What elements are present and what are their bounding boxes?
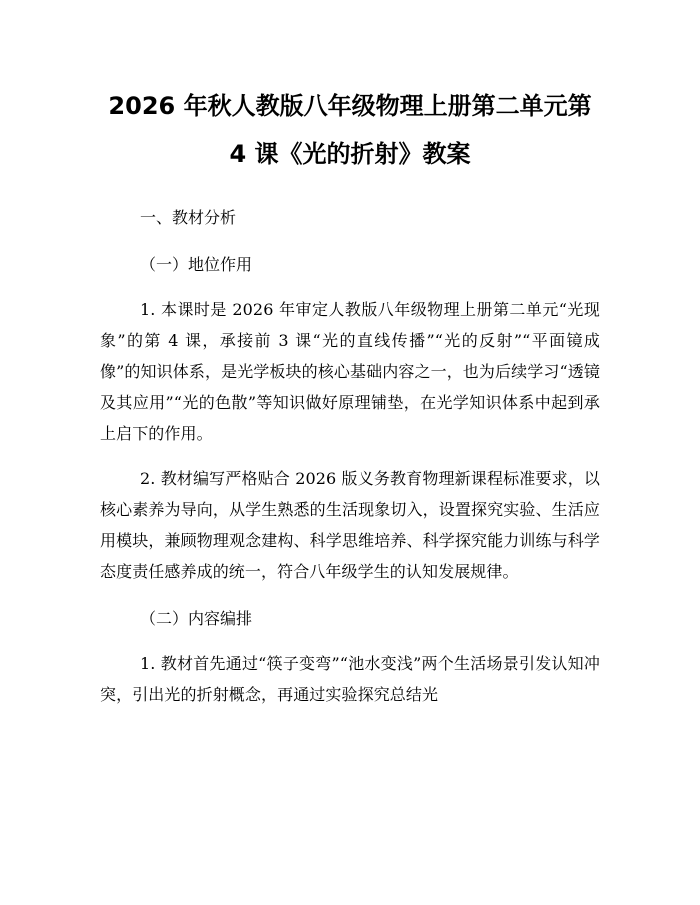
title-line-2: 4 课《光的折射》教案 <box>229 140 471 168</box>
subheading-position-role: （一）地位作用 <box>140 255 253 274</box>
subheading-content-arrangement: （二）内容编排 <box>140 609 253 628</box>
paragraph-1: 1. 本课时是 2026 年审定人教版八年级物理上册第二单元“光现象”的第 4 课，承接前 3 课“光的直线传播”“光的反射”“平面镜成像”的知识体系，是光学板块的核心基础内容之一，也为后续学习“透镜及其应用”“光的色散”等知识做好原理铺垫，在光学知识体系中起到承上启下的作用。 <box>100 300 600 443</box>
paragraph-3: 1. 教材首先通过“筷子变弯”“池水变浅”两个生活场景引发认知冲突，引出光的折射概念，再通过实验探究总结光 <box>100 654 600 704</box>
document-body <box>100 202 600 710</box>
title-line-1: 2026 年秋人教版八年级物理上册第二单元第 <box>108 92 592 120</box>
document-title <box>100 0 600 178</box>
section-heading-textbook-analysis: 一、教材分析 <box>140 208 237 227</box>
paragraph-2: 2. 教材编写严格贴合 2026 版义务教育物理新课程标准要求，以核心素养为导向，从学生熟悉的生活现象切入，设置探究实验、生活应用模块，兼顾物理观念建构、科学思维培养、科学探究能力训练与科学态度责任感养成的统一，符合八年级学生的认知发展规律。 <box>100 469 600 581</box>
